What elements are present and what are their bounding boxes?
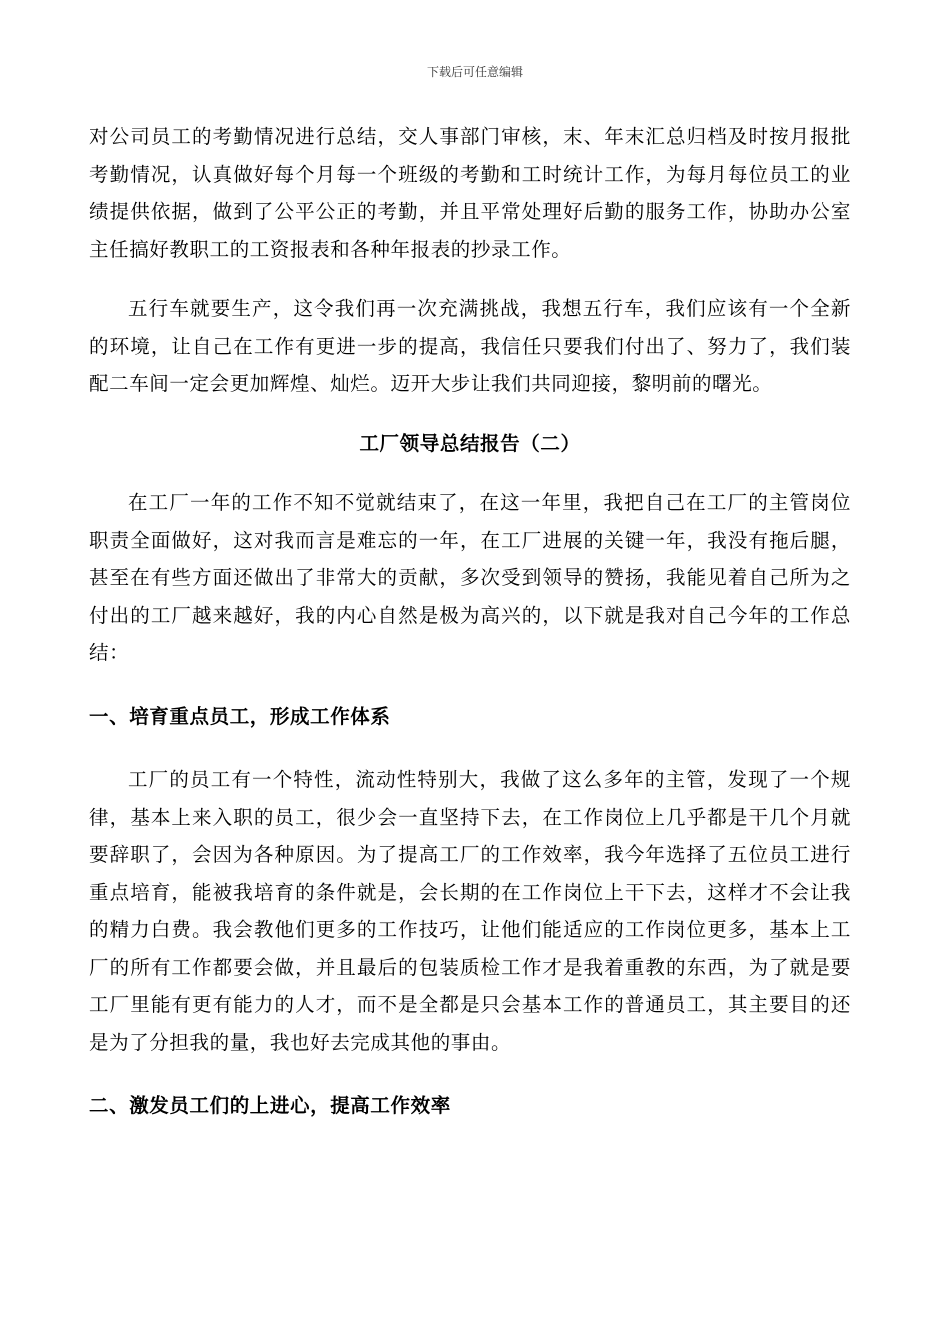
- section-title: 工厂领导总结报告（二）: [359, 431, 581, 455]
- page-header: 下载后可任意编辑: [426, 65, 523, 79]
- paragraph-attendance: 对公司员工的考勤情况进行总结，交人事部门审核，末、年末汇总归档及时按月报批考勤情况，认真做好每个月每一个班级的考勤和工时统计工作，为每月每位员工的业绩提供依据，做到了公平公正的考勤，并且平常处理好后勤的服务工作，协助办公室主任搞好教职工的工资报表和各种年报表的抄录工作。: [89, 125, 851, 261]
- paragraph-year-summary: 在工厂一年的工作不知不觉就结束了，在这一年里，我把自己在工厂的主管岗位职责全面做好，这对我而言是难忘的一年，在工厂进展的关键一年，我没有拖后腿，甚至在有些方面还做出了非常大的贡献，多次受到领导的赞扬，我能见着自己所为之付出的工厂越来越好，我的内心自然是极为高兴的，以下就是我对自己今年的工作总结：: [89, 491, 851, 664]
- heading-motivate-staff: 二、激发员工们的上进心，提高工作效率: [89, 1094, 451, 1117]
- document-body: [89, 118, 851, 1125]
- heading-cultivate-staff: 一、培育重点员工，形成工作体系: [89, 704, 391, 728]
- paragraph-five-line-car: 五行车就要生产，这令我们再一次充满挑战，我想五行车，我们应该有一个全新的环境，让自己在工作有更进一步的提高，我信任只要我们付出了、努力了，我们装配二车间一定会更加辉煌、灿烂。迈开大步让我们共同迎接，黎明前的曙光。: [89, 297, 851, 395]
- paragraph-staff-training: 工厂的员工有一个特性，流动性特别大，我做了这么多年的主管，发现了一个规律，基本上来入职的员工，很少会一直坚持下去，在工作岗位上几乎都是干几个月就要辞职了，会因为各种原因。为了提高工厂的工作效率，我今年选择了五位员工进行重点培育，能被我培育的条件就是，会长期的在工作岗位上干下去，这样才不会让我的精力白费。我会教他们更多的工作技巧，让他们能适应的工作岗位更多，基本上工厂的所有工作都要会做，并且最后的包装质检工作才是我着重教的东西，为了就是要工厂里能有更有能力的人才，而不是全都是只会基本工作的普通员工，其主要目的还是为了分担我的量，我也好去完成其他的事由。: [89, 768, 851, 1054]
